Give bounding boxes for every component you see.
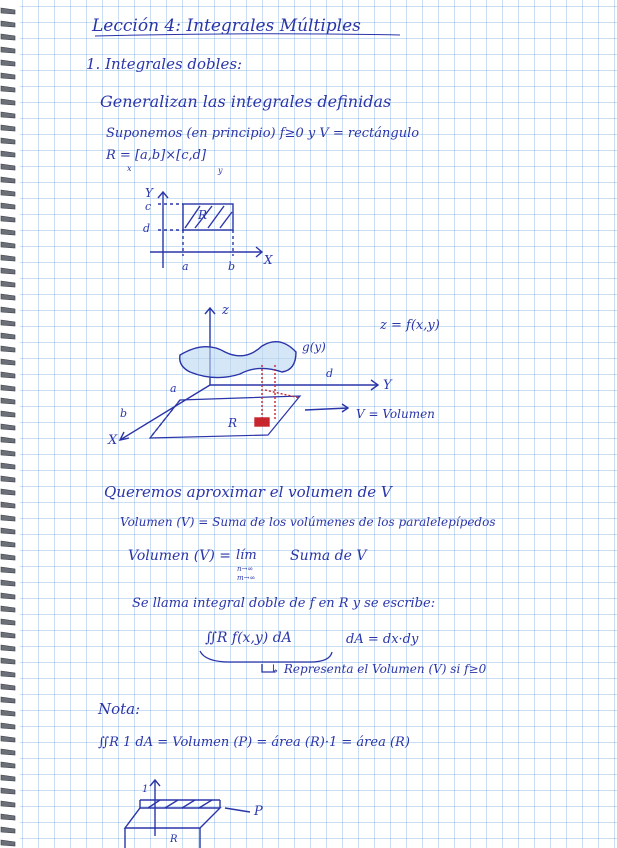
- graph-label: g(y): [302, 340, 326, 354]
- text-line: Suponemos (en principio) f≥0 y V = rectángulo: [106, 126, 420, 141]
- sub-label: x: [127, 164, 132, 173]
- axis-label-x: X: [108, 433, 118, 448]
- text-line: Suma de V: [290, 548, 367, 564]
- nota-formula: ∬R 1 dA = Volumen (P) = área (R)·1 = área (R): [98, 735, 410, 750]
- text-line: ↳ Representa el Volumen (V) si f≥0: [270, 662, 487, 676]
- differential: dA = dx·dy: [346, 632, 419, 647]
- axis-label-z: z: [222, 303, 229, 318]
- page-title: Lección 4: Integrales Múltiples: [92, 16, 361, 36]
- region-label: R: [228, 416, 238, 430]
- text-line: R = [a,b]×[c,d]: [106, 148, 207, 163]
- formula-bracket: [200, 651, 332, 662]
- label-d: d: [143, 222, 151, 235]
- section-heading: 1. Integrales dobles:: [86, 55, 243, 73]
- label-c: c: [145, 200, 152, 213]
- text-line: Volumen (V) =: [128, 548, 231, 564]
- sub-label: y: [218, 166, 223, 175]
- limit-symbol: lím: [236, 548, 257, 563]
- volume-label: V = Volumen: [356, 407, 435, 421]
- label-d: d: [326, 367, 334, 380]
- function-label: z = f(x,y): [380, 318, 440, 333]
- text-line: Se llama integral doble de f en R y se escribe:: [132, 596, 436, 611]
- figure-3d-surface: [120, 308, 378, 440]
- text-line: Queremos aproximar el volumen de V: [104, 483, 392, 501]
- label-b: b: [228, 260, 236, 273]
- region-label: R: [198, 208, 208, 222]
- prism-base-label: R: [170, 834, 178, 845]
- label-a: a: [182, 260, 189, 273]
- text-line: Generalizan las integrales definidas: [100, 92, 392, 111]
- figure-rectangle-R: [150, 192, 262, 268]
- surface: [180, 342, 296, 378]
- text-line: Volumen (V) = Suma de los volúmenes de los paralelepípedos: [120, 515, 496, 529]
- prism-label: P: [254, 804, 263, 819]
- limit-sub: n→∞: [237, 565, 254, 573]
- label-a: a: [170, 382, 177, 395]
- limit-sub: m→∞: [237, 574, 256, 582]
- double-integral: ∬R f(x,y) dA: [205, 630, 292, 646]
- nota-label: Nota:: [98, 700, 141, 718]
- prism-height-label: 1: [142, 784, 149, 795]
- label-b: b: [120, 407, 128, 420]
- axis-label-x: X: [264, 253, 273, 267]
- axis-label-y: Y: [383, 378, 392, 393]
- axis-label-y: Y: [145, 186, 153, 200]
